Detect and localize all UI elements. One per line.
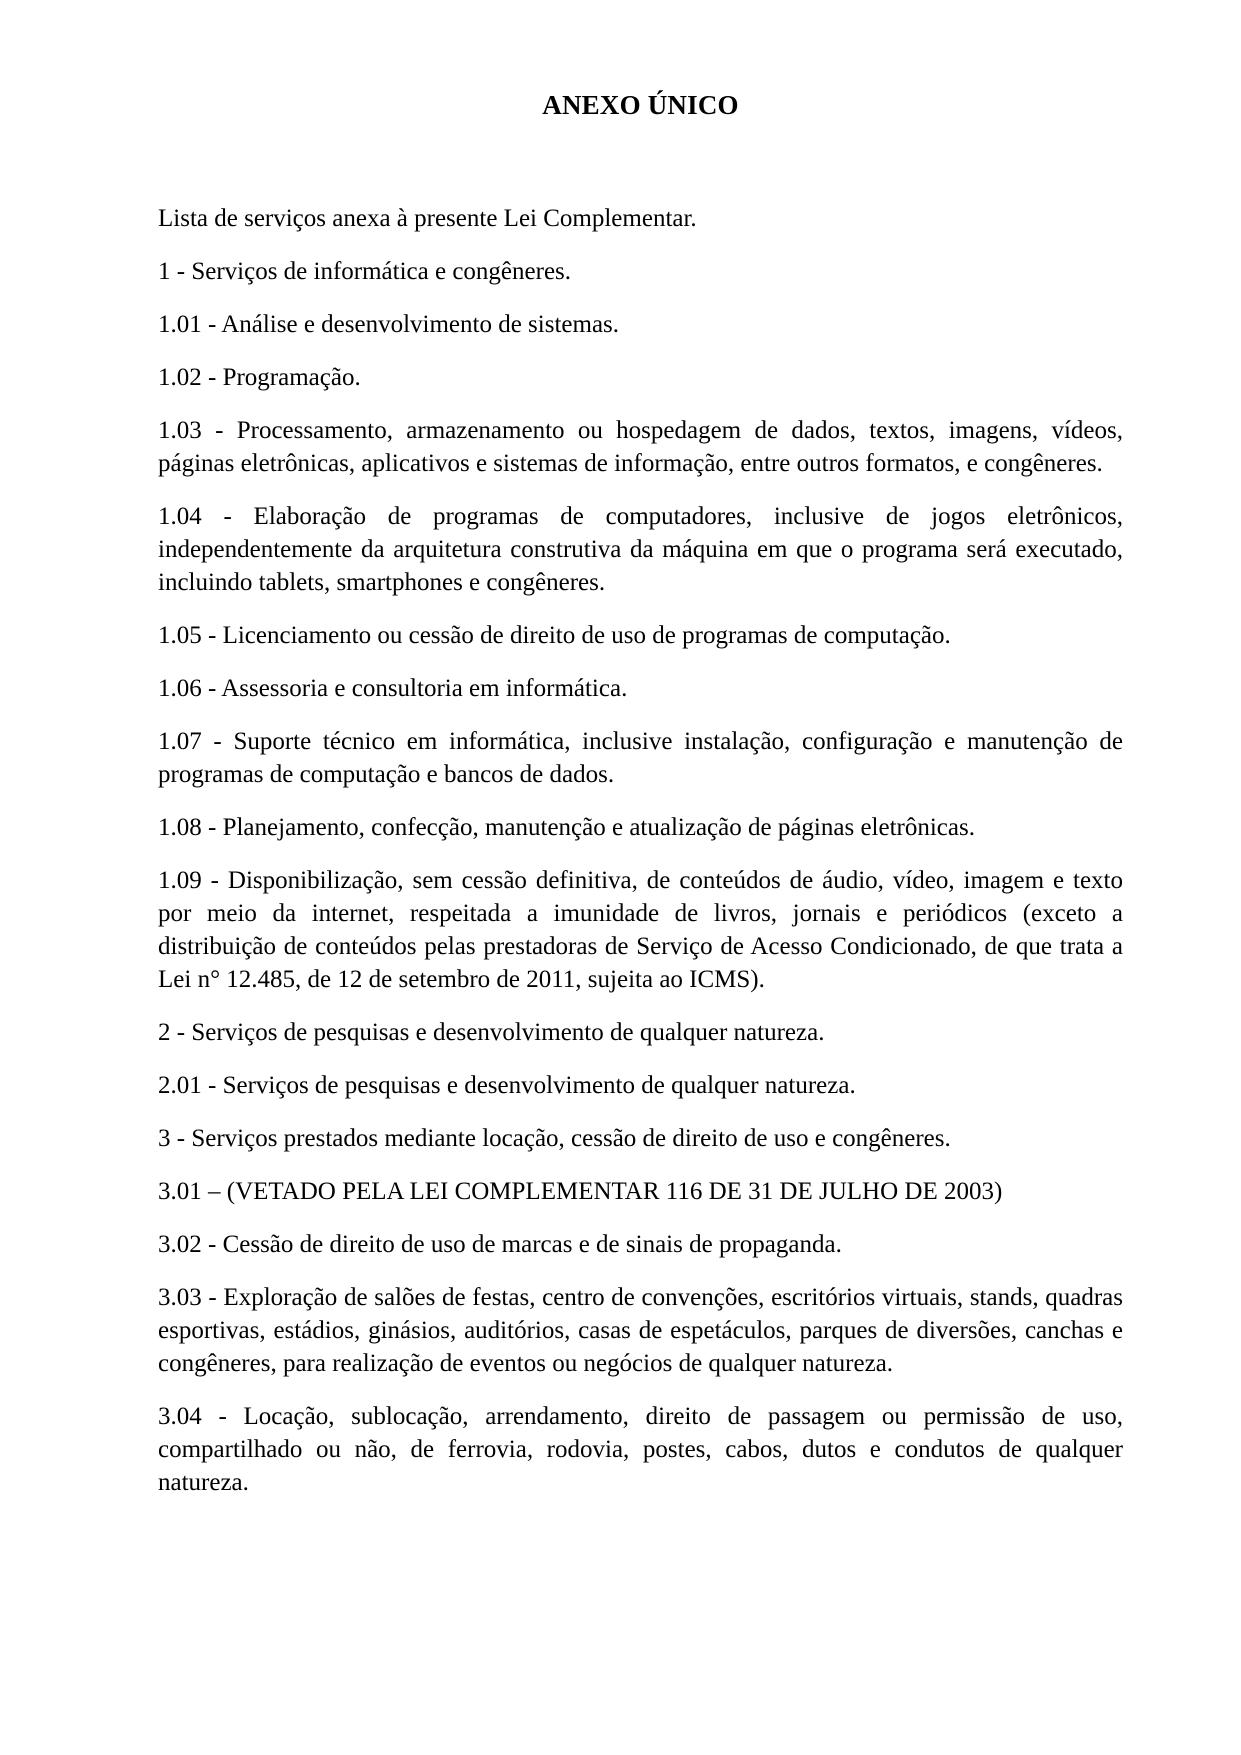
list-item-1: 1 - Serviços de informática e congêneres. bbox=[158, 258, 572, 285]
list-item-1-02: 1.02 - Programação. bbox=[158, 364, 361, 391]
list-item-1-07: 1.07 - Suporte técnico em informática, inclusive instalação, configuração e manutenção de programas de computação e bancos de dados. bbox=[158, 728, 1123, 788]
list-item-2-01: 2.01 - Serviços de pesquisas e desenvolvimento de qualquer natureza. bbox=[158, 1072, 856, 1099]
list-item-3-03: 3.03 - Exploração de salões de festas, centro de convenções, escritórios virtuais, stands, quadras esportivas, estádios, ginásios, auditórios, casas de espetáculos, parques de diversões, canchas e congêneres, para realização de eventos ou negócios de qualquer natureza. bbox=[158, 1284, 1123, 1377]
list-item-3: 3 - Serviços prestados mediante locação, cessão de direito de uso e congêneres. bbox=[158, 1125, 951, 1152]
list-item-1-03: 1.03 - Processamento, armazenamento ou hospedagem de dados, textos, imagens, vídeos, páginas eletrônicas, aplicativos e sistemas de informação, entre outros formatos, e congêneres. bbox=[158, 417, 1123, 477]
list-item-1-09: 1.09 - Disponibilização, sem cessão definitiva, de conteúdos de áudio, vídeo, imagem e texto por meio da internet, respeitada a imunidade de livros, jornais e periódicos (exceto a distribuição de conteúdos pelas prestadoras de Serviço de Acesso Condicionado, de que trata a Lei n° 12.485, de 12 de setembro de 2011, sujeita ao ICMS). bbox=[158, 867, 1123, 993]
list-item-1-04: 1.04 - Elaboração de programas de computadores, inclusive de jogos eletrônicos, independentemente da arquitetura construtiva da máquina em que o programa será executado, incluindo tablets, smartphones e congêneres. bbox=[158, 503, 1123, 596]
page-title: ANEXO ÚNICO bbox=[542, 90, 739, 120]
list-item-3-01: 3.01 – (VETADO PELA LEI COMPLEMENTAR 116 DE 31 DE JULHO DE 2003) bbox=[158, 1178, 1003, 1205]
list-item-1-05: 1.05 - Licenciamento ou cessão de direito de uso de programas de computação. bbox=[158, 622, 951, 649]
intro-paragraph: Lista de serviços anexa à presente Lei Complementar. bbox=[158, 205, 697, 232]
list-item-2: 2 - Serviços de pesquisas e desenvolvimento de qualquer natureza. bbox=[158, 1019, 825, 1046]
list-item-3-04: 3.04 - Locação, sublocação, arrendamento, direito de passagem ou permissão de uso, compartilhado ou não, de ferrovia, rodovia, postes, cabos, dutos e condutos de qualquer natureza. bbox=[158, 1403, 1123, 1496]
list-item-1-06: 1.06 - Assessoria e consultoria em informática. bbox=[158, 675, 628, 702]
list-item-1-08: 1.08 - Planejamento, confecção, manutenção e atualização de páginas eletrônicas. bbox=[158, 814, 975, 841]
service-list bbox=[158, 202, 1123, 1499]
list-item-3-02: 3.02 - Cessão de direito de uso de marcas e de sinais de propaganda. bbox=[158, 1231, 842, 1258]
list-item-1-01: 1.01 - Análise e desenvolvimento de sistemas. bbox=[158, 311, 620, 338]
